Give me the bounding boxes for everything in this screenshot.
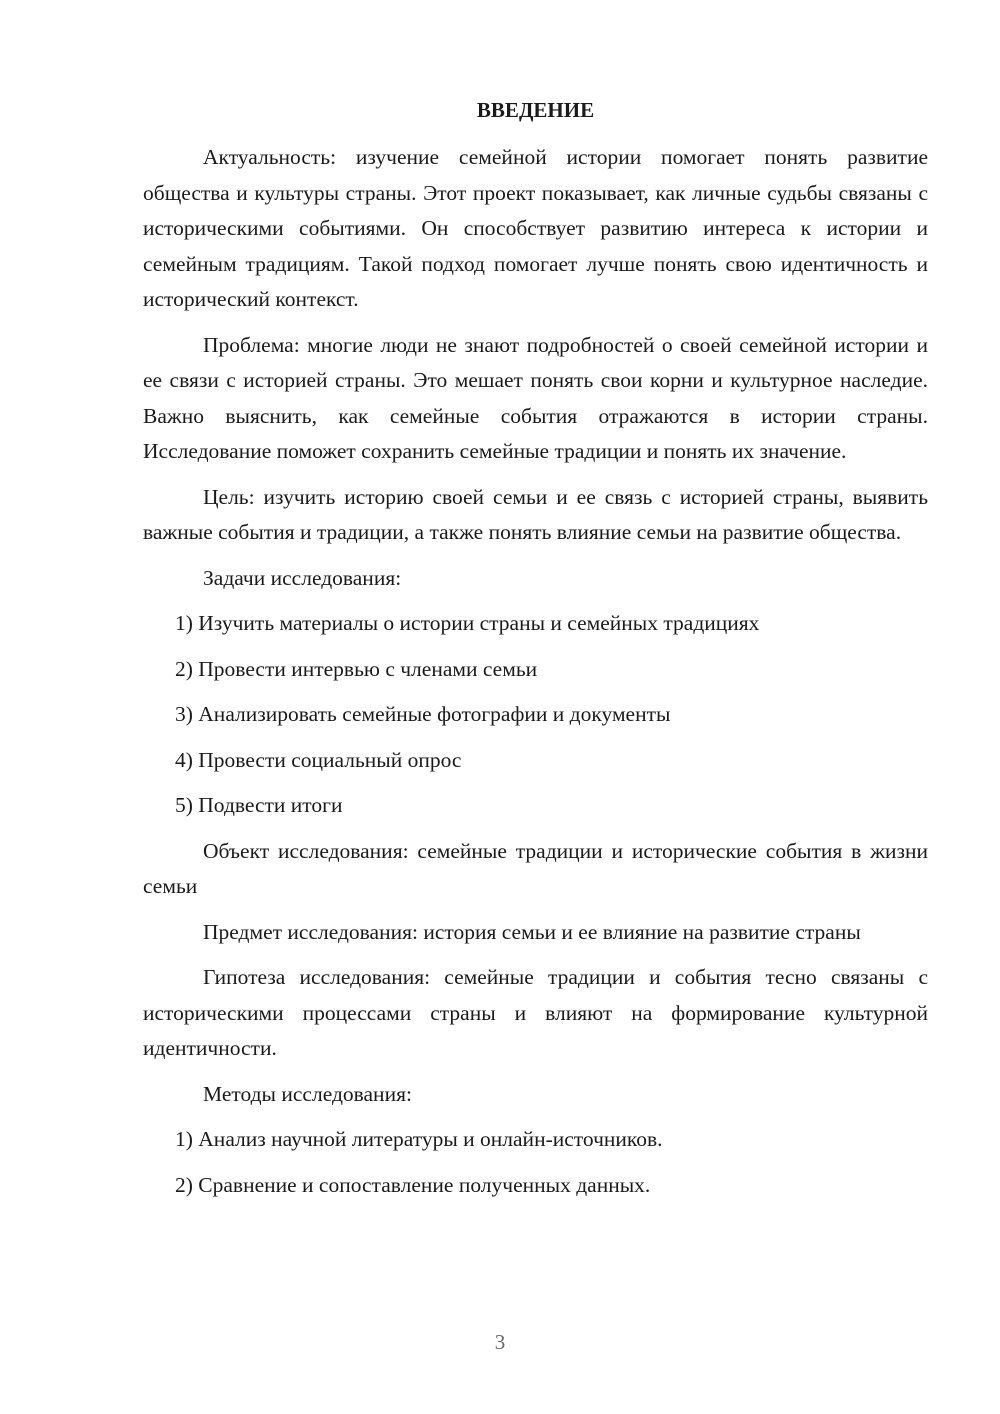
problem-paragraph: Проблема: многие люди не знают подробностей о своей семейной истории и ее связи с историей страны. Это мешает понять свои корни и культурное наследие. Важно выяснить, как семейные события отражаются в истории страны. Исследование поможет сохранить семейные традиции и понять их значение. <box>143 332 928 463</box>
methods-label: Методы исследования: <box>203 1081 412 1106</box>
page-content <box>143 92 928 1213</box>
tasks-label: Задачи исследования: <box>203 565 402 590</box>
object-paragraph: Объект исследования: семейные традиции и исторические события в жизни семьи <box>143 838 928 898</box>
list-item: 4) Провести социальный опрос <box>175 747 462 772</box>
list-item: 2) Сравнение и сопоставление полученных данных. <box>175 1172 651 1197</box>
list-item: 2) Провести интервью с членами семьи <box>175 656 538 681</box>
page-number: 3 <box>494 1330 506 1354</box>
methods-list <box>143 1122 928 1203</box>
list-item: 3) Анализировать семейные фотографии и документы <box>175 702 671 726</box>
list-item: 1) Анализ научной литературы и онлайн-источников. <box>175 1127 663 1151</box>
tasks-list <box>143 606 928 824</box>
list-item: 5) Подвести итоги <box>175 793 343 817</box>
section-heading: ВВЕДЕНИЕ <box>476 98 595 122</box>
list-item: 1) Изучить материалы о истории страны и семейных традициях <box>175 611 760 635</box>
relevance-paragraph: Актуальность: изучение семейной истории помогает понять развитие общества и культуры страны. Этот проект показывает, как личные судьбы связаны с историческими событиями. Он способствует развитию интереса к истории и семейным традициям. Такой подход помогает лучше понять свою идентичность и исторический контекст. <box>143 145 928 311</box>
subject-paragraph: Предмет исследования: история семьи и ее влияние на развитие страны <box>203 919 861 944</box>
goal-paragraph: Цель: изучить историю своей семьи и ее связь с историей страны, выявить важные события и традиции, а также понять влияние семьи на развитие общества. <box>143 484 928 544</box>
hypothesis-paragraph: Гипотеза исследования: семейные традиции и события тесно связаны с историческими процессами страны и влияют на формирование культурной идентичности. <box>143 965 928 1060</box>
